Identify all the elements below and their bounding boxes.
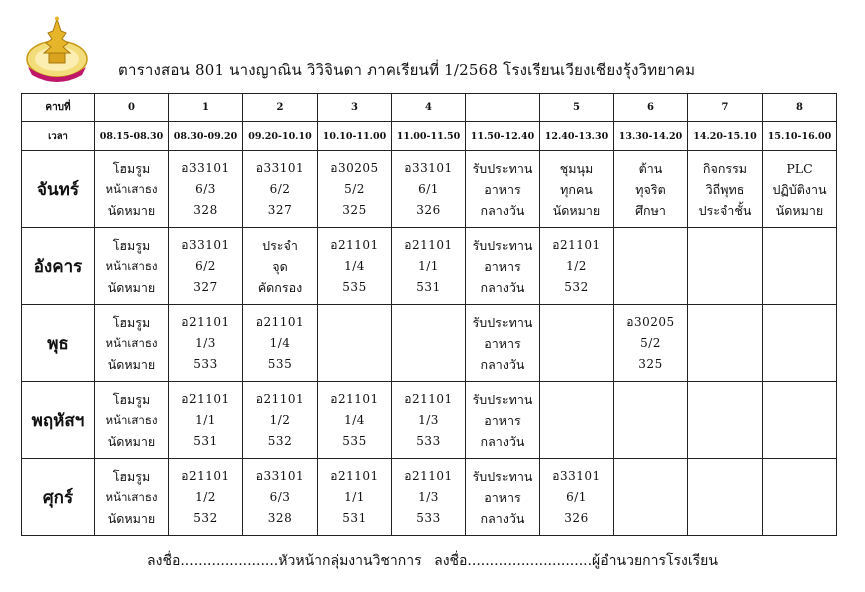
- class-cell-line: อ21101: [181, 468, 230, 483]
- class-cell: [243, 305, 318, 382]
- class-cell-line: 1/2: [566, 258, 587, 273]
- day-name: พุธ: [22, 305, 95, 382]
- class-cell-line: 6/3: [269, 489, 291, 504]
- class-cell: [243, 382, 318, 459]
- class-cell-line: 6/2: [269, 181, 291, 196]
- class-cell: [392, 228, 466, 305]
- class-cell-line: 1/3: [418, 489, 439, 504]
- class-cell: [688, 459, 763, 536]
- class-cell: [392, 305, 466, 382]
- period-number: 8: [763, 94, 837, 122]
- day-name: ศุกร์: [22, 459, 95, 536]
- period-time: 09.20-10.10: [243, 122, 318, 151]
- class-cell-line: อ21101: [255, 314, 305, 329]
- class-cell-line: 6/1: [566, 489, 587, 504]
- class-cell: [466, 228, 540, 305]
- class-cell: [466, 382, 540, 459]
- class-cell: [466, 305, 540, 382]
- class-cell-line: ประจำ: [262, 237, 298, 253]
- class-cell: [169, 228, 243, 305]
- class-cell-line: อ21101: [255, 391, 305, 406]
- period-time: 08.15-08.30: [95, 122, 169, 151]
- schedule-title: ตารางสอน 801 นางญาณิน วิวิจินดา ภาคเรียนที่ 1/2568 โรงเรียนเวียงเชียงรุ้งวิทยาคม: [118, 61, 696, 79]
- class-cell-line: นัดหมาย: [775, 202, 824, 218]
- class-cell-line: อ21101: [552, 237, 601, 252]
- class-cell-line: ทุจริต: [635, 181, 666, 197]
- class-cell: [169, 382, 243, 459]
- class-cell-line: 531: [342, 510, 367, 525]
- class-cell-line: 5/2: [344, 181, 365, 196]
- class-cell-line: อ21101: [404, 468, 453, 483]
- class-cell: [688, 305, 763, 382]
- class-cell-line: กลางวัน: [480, 279, 525, 295]
- class-cell-line: 325: [342, 202, 367, 217]
- class-cell: [318, 382, 392, 459]
- class-cell-line: นัดหมาย: [107, 356, 156, 372]
- class-cell-line: ทุกคน: [560, 181, 593, 197]
- class-cell-line: อาหาร: [484, 412, 521, 428]
- class-cell-line: อาหาร: [484, 335, 521, 351]
- class-cell-line: อ33101: [181, 160, 230, 175]
- class-cell: [688, 151, 763, 228]
- class-cell: [243, 459, 318, 536]
- class-cell-line: 1/1: [344, 489, 365, 504]
- class-cell-line: หน้าเสาธง: [105, 181, 158, 196]
- period-number: 1: [169, 94, 243, 122]
- class-cell-line: กิจกรรม: [702, 160, 748, 176]
- class-cell-line: ปฏิบัติงาน: [772, 181, 827, 197]
- class-cell: [540, 382, 614, 459]
- class-cell-line: อ21101: [181, 314, 230, 329]
- class-cell-line: กลางวัน: [480, 356, 525, 372]
- class-cell-line: โฮมรูม: [112, 391, 151, 407]
- class-cell: [318, 459, 392, 536]
- class-cell: [169, 459, 243, 536]
- class-cell-line: อ33101: [404, 160, 453, 175]
- day-row: [22, 459, 837, 536]
- class-cell-line: 1/1: [195, 412, 216, 427]
- class-cell: [614, 151, 688, 228]
- class-cell-line: 6/1: [418, 181, 439, 196]
- class-cell-line: วิถีพุทธ: [705, 181, 745, 197]
- class-cell: [318, 228, 392, 305]
- class-cell-line: 1/2: [195, 489, 216, 504]
- class-cell-line: นัดหมาย: [107, 279, 156, 295]
- class-cell-line: 1/1: [418, 258, 439, 273]
- class-cell: [763, 228, 837, 305]
- class-cell-line: 6/3: [195, 181, 216, 196]
- class-cell: [763, 151, 837, 228]
- class-cell-line: 535: [342, 433, 367, 448]
- class-cell-line: 535: [267, 356, 293, 371]
- class-cell: [243, 151, 318, 228]
- class-cell: [392, 151, 466, 228]
- period-number: 4: [392, 94, 466, 122]
- class-cell-line: 535: [342, 279, 367, 294]
- class-cell-line: 326: [416, 202, 441, 217]
- class-cell: [466, 151, 540, 228]
- school-emblem-icon: [22, 15, 92, 85]
- class-cell: [169, 151, 243, 228]
- class-cell-line: โฮมรูม: [112, 468, 151, 484]
- class-cell-line: 327: [267, 202, 293, 217]
- class-cell: [763, 382, 837, 459]
- period-time: 15.10-16.00: [763, 122, 837, 151]
- day-name: พฤหัสฯ: [22, 382, 95, 459]
- day-row: [22, 151, 837, 228]
- class-cell: [614, 459, 688, 536]
- class-cell-line: 531: [416, 279, 441, 294]
- time-header-row: [22, 122, 837, 151]
- class-cell: [688, 228, 763, 305]
- class-cell-line: 328: [193, 202, 218, 217]
- class-cell-line: นัดหมาย: [107, 510, 156, 526]
- class-cell-line: อาหาร: [484, 489, 521, 505]
- class-cell-line: หน้าเสาธง: [105, 489, 158, 504]
- class-cell-line: อ33101: [552, 468, 601, 483]
- class-cell-line: หน้าเสาธง: [105, 258, 158, 273]
- period-number: 2: [243, 94, 318, 122]
- class-cell-line: รับประทาน: [472, 237, 533, 253]
- class-cell-line: จุด: [272, 258, 288, 274]
- period-number: 6: [614, 94, 688, 122]
- class-cell: [540, 459, 614, 536]
- class-cell-line: อ33101: [181, 237, 230, 252]
- class-cell-line: 6/2: [195, 258, 216, 273]
- day-row: [22, 305, 837, 382]
- class-cell-line: 532: [193, 510, 218, 525]
- class-cell-line: อ21101: [330, 237, 379, 252]
- class-cell-line: ประจำชั้น: [698, 202, 752, 218]
- day-name: จันทร์: [22, 151, 95, 228]
- class-cell: [614, 305, 688, 382]
- signature-line: [0, 550, 865, 572]
- class-cell: [95, 228, 169, 305]
- class-cell: [243, 228, 318, 305]
- period-number: 3: [318, 94, 392, 122]
- period-number: 5: [540, 94, 614, 122]
- class-cell-line: โฮมรูม: [112, 237, 151, 253]
- class-cell-line: อาหาร: [484, 258, 521, 274]
- class-cell: [763, 305, 837, 382]
- class-cell: [614, 382, 688, 459]
- class-cell-line: ต้าน: [638, 160, 663, 176]
- class-cell: [688, 382, 763, 459]
- class-cell-line: อ21101: [330, 391, 379, 406]
- class-cell-line: 533: [416, 433, 441, 448]
- class-cell-line: โฮมรูม: [112, 160, 151, 176]
- class-cell: [318, 151, 392, 228]
- period-number: 0: [95, 94, 169, 122]
- class-cell-line: นัดหมาย: [107, 202, 156, 218]
- class-cell: [466, 459, 540, 536]
- time-header-label: เวลา: [22, 122, 95, 151]
- class-cell-line: ศึกษา: [635, 202, 666, 218]
- class-cell-line: 533: [416, 510, 441, 525]
- class-cell-line: กลางวัน: [480, 510, 525, 526]
- period-time: 13.30-14.20: [614, 122, 688, 151]
- class-cell-line: นัดหมาย: [552, 202, 601, 218]
- period-number: 7: [688, 94, 763, 122]
- class-cell: [614, 228, 688, 305]
- class-cell-line: อ21101: [404, 391, 453, 406]
- day-row: [22, 228, 837, 305]
- class-cell-line: อ21101: [404, 237, 453, 252]
- signature-academic-head: ลงชื่อ......................หัวหน้ากลุ่มงานวิชาการ: [147, 553, 422, 569]
- period-number: [466, 94, 540, 122]
- class-cell-line: 1/4: [269, 335, 291, 350]
- signature-director: ลงชื่อ............................ผู้อำนวยการโรงเรียน: [434, 553, 718, 569]
- class-cell-line: รับประทาน: [472, 391, 533, 407]
- period-time: 10.10-11.00: [318, 122, 392, 151]
- class-cell-line: 532: [267, 433, 293, 448]
- class-cell-line: อาหาร: [484, 181, 521, 197]
- class-cell-line: 1/3: [418, 412, 439, 427]
- class-cell: [540, 151, 614, 228]
- class-cell-line: 532: [564, 279, 589, 294]
- day-row: [22, 382, 837, 459]
- class-cell-line: 531: [193, 433, 218, 448]
- class-cell-line: ชุมนุม: [559, 160, 594, 176]
- class-cell: [95, 305, 169, 382]
- class-cell: [318, 305, 392, 382]
- day-name: อังคาร: [22, 228, 95, 305]
- class-cell-line: รับประทาน: [472, 160, 533, 176]
- class-cell-line: 327: [193, 279, 218, 294]
- class-cell: [763, 459, 837, 536]
- class-cell-line: กลางวัน: [480, 202, 525, 218]
- class-cell-line: กลางวัน: [480, 433, 525, 449]
- class-cell-line: นัดหมาย: [107, 433, 156, 449]
- period-time: 14.20-15.10: [688, 122, 763, 151]
- class-cell-line: 326: [564, 510, 589, 525]
- class-cell-line: หน้าเสาธง: [105, 335, 158, 350]
- class-cell: [540, 305, 614, 382]
- period-time: 12.40-13.30: [540, 122, 614, 151]
- class-cell: [392, 382, 466, 459]
- class-cell-line: 1/4: [344, 412, 365, 427]
- timetable: [21, 93, 837, 536]
- class-cell-line: อ33101: [255, 160, 305, 175]
- class-cell-line: อ21101: [330, 468, 379, 483]
- class-cell-line: 1/3: [195, 335, 216, 350]
- class-cell-line: อ30205: [330, 160, 379, 175]
- class-cell-line: 325: [638, 356, 663, 371]
- class-cell: [169, 305, 243, 382]
- class-cell: [540, 228, 614, 305]
- period-header-label: คาบที่: [22, 94, 95, 122]
- class-cell-line: อ21101: [181, 391, 230, 406]
- class-cell-line: 1/4: [344, 258, 365, 273]
- class-cell-line: 5/2: [640, 335, 661, 350]
- class-cell: [95, 151, 169, 228]
- period-time: 08.30-09.20: [169, 122, 243, 151]
- period-time: 11.50-12.40: [466, 122, 540, 151]
- period-time: 11.00-11.50: [392, 122, 466, 151]
- class-cell-line: อ30205: [626, 314, 675, 329]
- class-cell-line: 328: [267, 510, 293, 525]
- class-cell-line: อ33101: [255, 468, 305, 483]
- class-cell: [95, 382, 169, 459]
- class-cell-line: รับประทาน: [472, 468, 533, 484]
- class-cell-line: คัดกรอง: [257, 279, 303, 295]
- class-cell: [392, 459, 466, 536]
- class-cell-line: 533: [193, 356, 218, 371]
- class-cell: [95, 459, 169, 536]
- class-cell-line: รับประทาน: [472, 314, 533, 330]
- class-cell-line: โฮมรูม: [112, 314, 151, 330]
- class-cell-line: หน้าเสาธง: [105, 412, 158, 427]
- period-header-row: [22, 94, 837, 122]
- class-cell-line: 1/2: [269, 412, 291, 427]
- class-cell-line: PLC: [786, 160, 813, 176]
